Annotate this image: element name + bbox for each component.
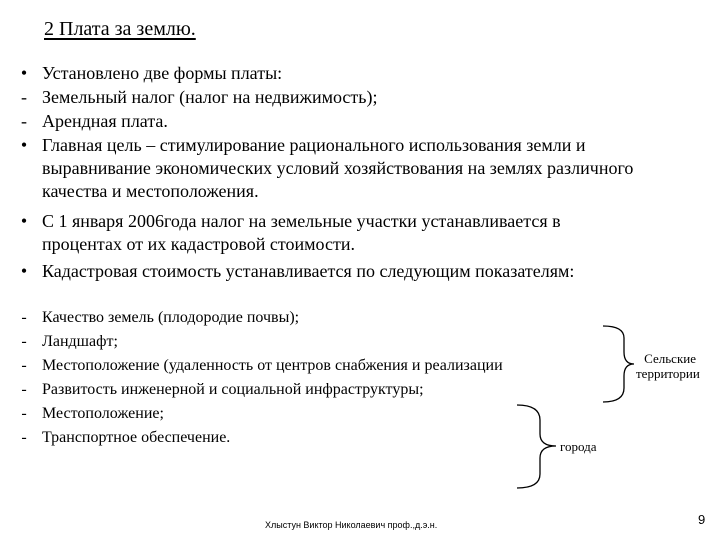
bullet-text: Местоположение; [42,405,164,422]
bullet-marker: • [20,135,28,155]
bullet-text: Земельный налог (налог на недвижимость); [42,87,378,107]
bullet-marker: - [21,111,27,131]
bullet-text: Развитость инженерной и социальной инфраструктуры; [42,381,424,398]
bullet-marker: • [20,63,28,83]
bullet-text: Кадастровая стоимость устанавливается по следующим показателям: [42,261,575,281]
bullet-marker: - [21,357,27,374]
rural-territories-label: Сельские территории [636,351,700,381]
bullet-marker: • [20,261,28,281]
bullet-text: Арендная плата. [42,111,168,131]
rural-brace [603,326,634,402]
city-label: города [560,439,597,454]
bullet-text: С 1 января 2006года налог на земельные участки устанавливается в процентах от их кадастровой стоимости. [42,211,561,254]
bullet-text: Качество земель (плодородие почвы); [42,309,300,326]
bullet-marker: - [21,381,27,398]
bullet-marker: - [21,309,27,326]
bullet-marker: - [21,333,27,350]
bullet-text: Местоположение (удаленность от центров снабжения и реализации [42,357,503,374]
bullet-text: Установлено две формы платы: [42,63,283,83]
footer-author: Хлыстун Виктор Николаевич проф.,д.э.н. [265,520,438,530]
slide-title: 2 Плата за землю. [44,18,196,40]
bullet-marker: - [21,429,27,446]
bullet-marker: - [21,405,27,422]
page-number: 9 [698,512,706,527]
bullet-marker: - [21,87,27,107]
bullet-marker: • [20,211,28,231]
city-brace [517,405,556,488]
bullet-text: Транспортное обеспечение. [42,429,231,446]
bullet-text: Ландшафт; [42,333,118,350]
bullet-text: Главная цель – стимулирование рационального использования земли и выравнивание экономических условий хозяйствования на землях различного качества и местоположения. [42,135,634,201]
